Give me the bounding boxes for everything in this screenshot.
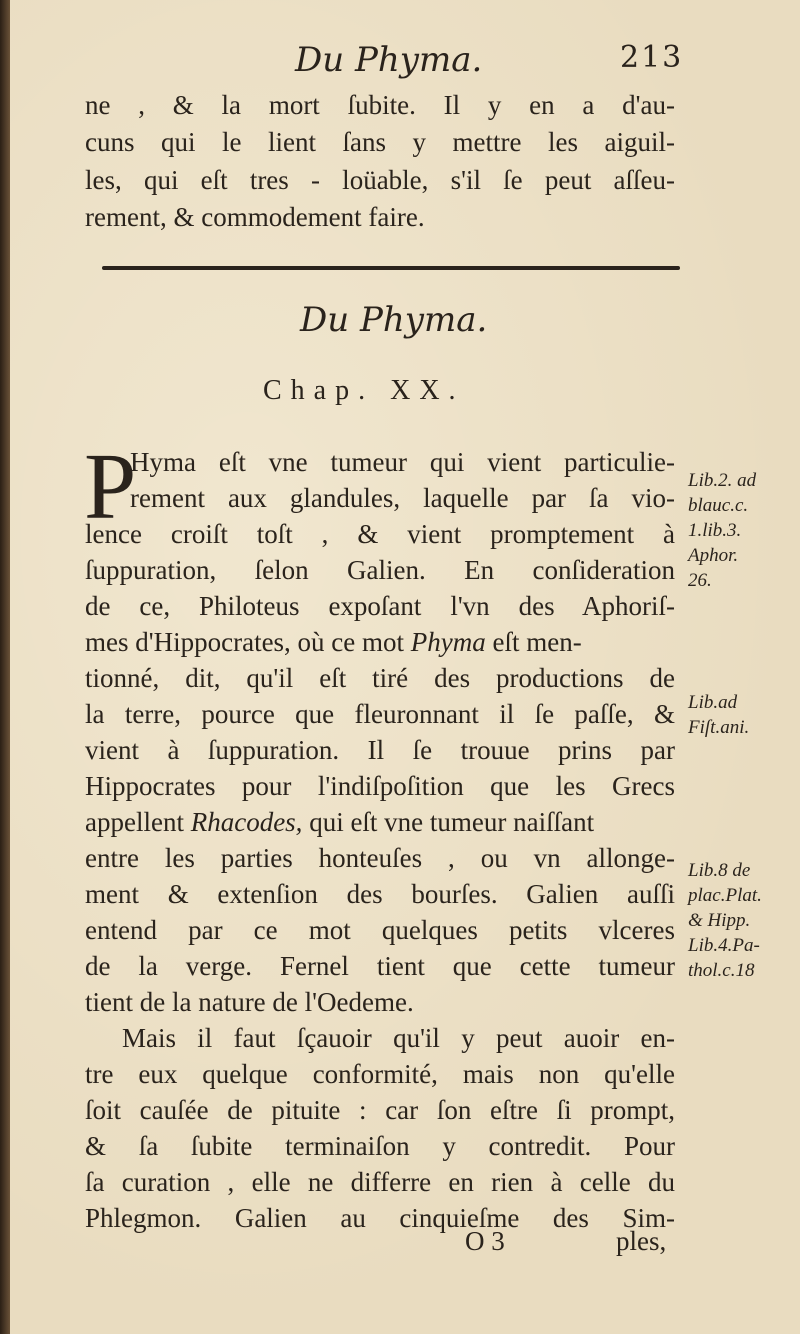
catchword: ples, xyxy=(616,1226,667,1256)
text-segment: mes d'Hippocrates, où ce mot xyxy=(85,627,405,657)
text-line: ment & extenſion des bourſes. Galien auſſi xyxy=(85,879,675,909)
text-line: entre les parties honteuſes , ou vn allonge- xyxy=(85,843,675,873)
signature-mark: O 3 xyxy=(465,1226,505,1256)
margin-note-line: Fiſt.ani. xyxy=(688,717,750,738)
italic-term-rhacodes: Rhacodes, xyxy=(190,807,303,837)
text-segment: appellent xyxy=(85,807,184,837)
margin-note-line: 26. xyxy=(688,570,712,591)
page-number: 213 xyxy=(620,40,684,75)
margin-note-line: thol.c.18 xyxy=(688,960,755,981)
text-line: & ſa ſubite terminaiſon y contredit. Pour xyxy=(85,1131,675,1161)
text-line: tient de la nature de l'Oedeme. xyxy=(85,987,414,1017)
drop-cap: P xyxy=(84,435,137,539)
binding-edge xyxy=(0,0,10,1334)
text-line: tre eux quelque conformité, mais non qu'elle xyxy=(85,1059,675,1089)
margin-note-line: Lib.2. ad xyxy=(688,470,757,491)
margin-note-line: plac.Plat. xyxy=(688,885,762,906)
running-head: Du Phyma. xyxy=(295,40,483,80)
chapter-heading: Chap. XX. xyxy=(263,375,465,406)
text-line: Hippocrates pour l'indiſpoſition que les Grecs xyxy=(85,771,675,801)
section-divider xyxy=(102,266,680,270)
margin-note-line: Lib.8 de xyxy=(688,860,751,881)
text-line: la terre, pource que fleuronnant il ſe paſſe, & xyxy=(85,699,675,729)
text-line: de la verge. Fernel tient que cette tumeur xyxy=(85,951,675,981)
text-line: entend par ce mot quelques petits vlceres xyxy=(85,915,675,945)
margin-note xyxy=(688,690,788,740)
text-line: Phlegmon. Galien au cinquieſme des Sim- xyxy=(85,1203,675,1233)
text-line: Mais il faut ſçauoir qu'il y peut auoir en- xyxy=(122,1023,675,1053)
margin-note xyxy=(688,858,788,983)
text-line: vient à ſuppuration. Il ſe trouue prins par xyxy=(85,735,675,765)
margin-note-line: Lib.ad xyxy=(688,692,738,713)
text-line: cuns qui le lient ſans y mettre les aiguil- xyxy=(85,127,675,157)
margin-note-line: Aphor. xyxy=(688,545,739,566)
text-line: ſuppuration, ſelon Galien. En conſideration xyxy=(85,555,675,585)
book-page xyxy=(10,0,800,1334)
text-line: lence croiſt toſt , & vient promptement à xyxy=(85,519,675,549)
margin-note-line: Lib.4.Pa- xyxy=(688,935,760,956)
text-line: tionné, dit, qu'il eſt tiré des productions de xyxy=(85,663,675,693)
text-line: ſa curation , elle ne differre en rien à celle du xyxy=(85,1167,675,1197)
text-line: ſoit cauſée de pituite : car ſon eſtre ſi prompt, xyxy=(85,1095,675,1125)
margin-note-line: & Hipp. xyxy=(688,910,751,931)
text-segment: eſt men- xyxy=(485,627,582,657)
margin-note xyxy=(688,468,788,593)
text-segment: qui eſt vne tumeur naiſſant xyxy=(302,807,595,837)
text-line: rement aux glandules, laquelle par ſa vio- xyxy=(130,483,675,513)
text-line: de ce, Philoteus expoſant l'vn des Aphoriſ- xyxy=(85,591,675,621)
text-line: les, qui eſt tres - loüable, s'il ſe peut aſſeu- xyxy=(85,165,675,195)
text-line: Hyma eſt vne tumeur qui vient particulie- xyxy=(130,447,675,477)
margin-note-line: 1.lib.3. xyxy=(688,520,742,541)
margin-note-line: blauc.c. xyxy=(688,495,749,516)
text-line: ne , & la mort ſubite. Il y en a d'au- xyxy=(85,90,675,120)
text-line xyxy=(85,625,675,659)
section-title: Du Phyma. xyxy=(300,300,488,340)
italic-term-phyma: Phyma xyxy=(410,627,486,657)
text-line xyxy=(85,805,675,839)
text-line: rement, & commodement faire. xyxy=(85,202,425,232)
